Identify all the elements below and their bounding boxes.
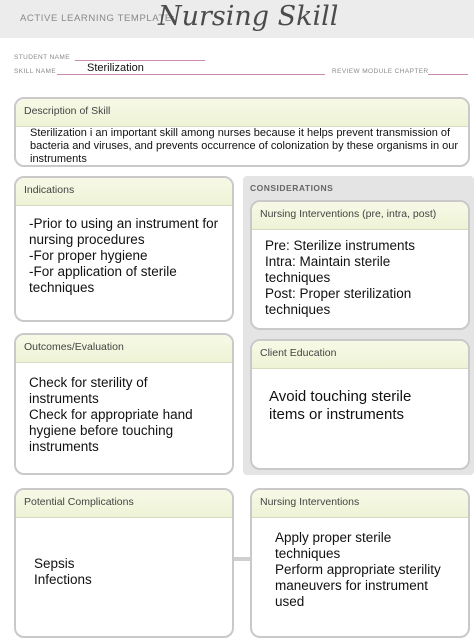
nursing-interventions-line: Apply proper sterile (275, 530, 392, 545)
complications-title: Potential Complications (16, 490, 232, 518)
indications-line: -For application of sterile (29, 264, 177, 279)
outcomes-line: Check for sterility of (29, 375, 148, 390)
skill-name-label: SKILL NAME (14, 68, 57, 75)
template-label: ACTIVE LEARNING TEMPLATE: (20, 13, 176, 24)
nursing-interventions-line: Perform appropriate sterility (275, 562, 441, 577)
outcomes-title: Outcomes/Evaluation (16, 335, 232, 363)
client-education-card (250, 339, 470, 470)
complications-card (14, 488, 234, 638)
outcomes-line: Check for appropriate hand (29, 407, 193, 422)
connector-line (234, 557, 251, 561)
client-education-text (252, 388, 468, 424)
student-name-label: STUDENT NAME (14, 54, 70, 61)
indications-text (16, 216, 232, 296)
client-education-title: Client Education (252, 341, 468, 369)
nursing-interventions-phases-title: Nursing Interventions (pre, intra, post) (252, 202, 468, 230)
indications-line: techniques (29, 280, 95, 295)
student-name-field[interactable] (75, 60, 205, 61)
phase-line: Post: Proper sterilization (265, 286, 412, 301)
template-title: Nursing Skill (158, 1, 339, 32)
nursing-interventions-phases-text (252, 238, 468, 318)
review-module-field[interactable] (428, 74, 468, 75)
outcomes-line: instruments (29, 439, 99, 454)
nursing-interventions-line: used (275, 594, 305, 609)
nursing-interventions-card (250, 488, 470, 638)
indications-card (14, 176, 234, 322)
description-card (14, 97, 470, 167)
phase-line: techniques (265, 302, 331, 317)
indications-line: -For proper hygiene (29, 248, 148, 263)
review-module-label: REVIEW MODULE CHAPTER (332, 68, 429, 75)
outcomes-text (16, 375, 232, 455)
description-text (16, 127, 468, 166)
nursing-interventions-phases-card (250, 200, 470, 330)
skill-name-value: Sterilization (87, 62, 144, 74)
outcomes-card (14, 333, 234, 475)
nursing-interventions-line: maneuvers for instrument (275, 578, 429, 593)
complications-line: Sepsis (34, 556, 75, 571)
phase-line: Intra: Maintain sterile (265, 254, 391, 269)
client-education-line: Avoid touching sterile (269, 388, 412, 405)
indications-line: -Prior to using an instrument for (29, 216, 219, 231)
indications-title: Indications (16, 178, 232, 206)
indications-line: nursing procedures (29, 232, 145, 247)
complications-line: Infections (34, 572, 92, 587)
skill-name-field[interactable] (57, 74, 325, 75)
complications-text (16, 556, 232, 588)
phase-line: Pre: Sterilize instruments (265, 238, 416, 253)
outcomes-line: hygiene before touching (29, 423, 174, 438)
phase-line: techniques (265, 270, 331, 285)
description-line: bacteria and viruses, and prevents occurrence of colonization by these organisms in our (30, 140, 459, 152)
nursing-interventions-line: techniques (275, 546, 341, 561)
nursing-interventions-title: Nursing Interventions (252, 490, 468, 518)
outcomes-line: instruments (29, 391, 99, 406)
description-title: Description of Skill (16, 99, 468, 127)
considerations-label: CONSIDERATIONS (250, 183, 334, 193)
description-line: instruments (30, 153, 87, 165)
template-header (0, 0, 474, 38)
description-line: Sterilization i an important skill among nurses because it helps prevent transmission of (30, 127, 451, 139)
nursing-interventions-text (252, 530, 468, 610)
client-education-line: items or instruments (269, 406, 405, 423)
